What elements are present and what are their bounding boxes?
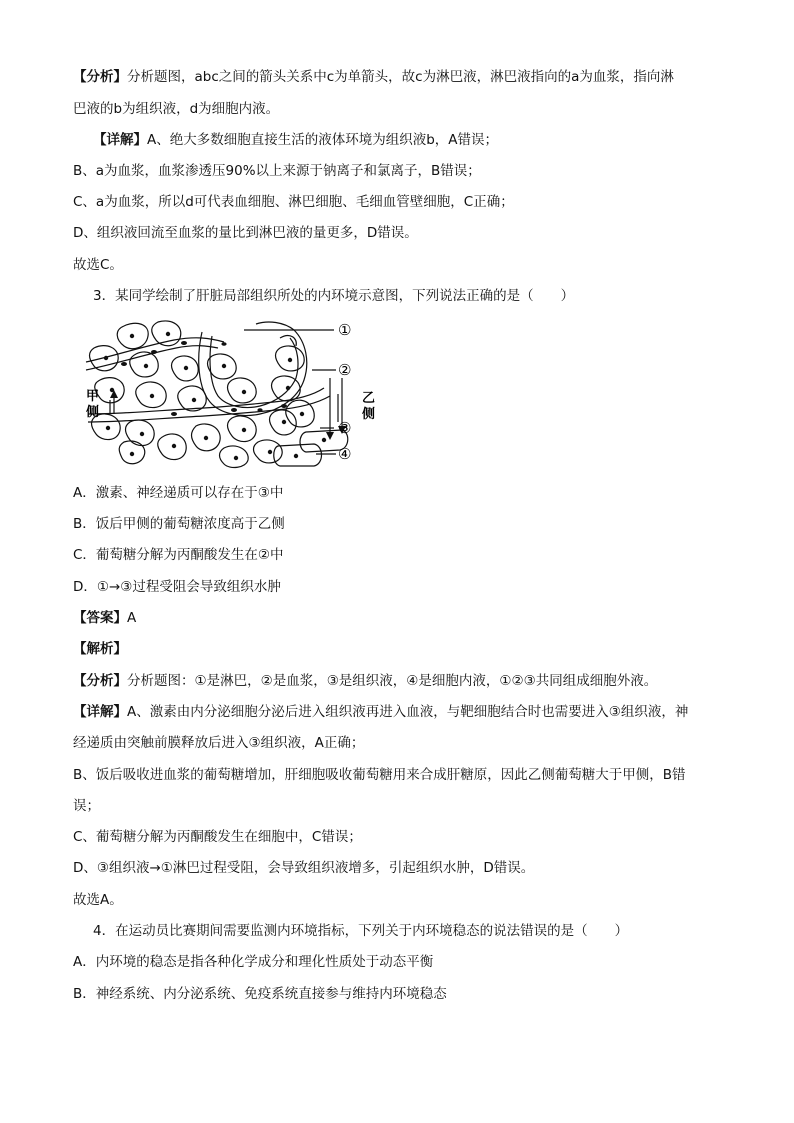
answer-tag: 【答案】 bbox=[73, 610, 127, 626]
section-tag: 【详解】 bbox=[73, 704, 127, 720]
label-yi: 乙 bbox=[362, 391, 376, 406]
option-a: A．激素、神经递质可以存在于③中 bbox=[73, 485, 284, 501]
option-b: B．饭后甲侧的葡萄糖浓度高于乙侧 bbox=[73, 516, 285, 532]
marker-3: ③ bbox=[338, 419, 352, 437]
label-jia: 甲 bbox=[86, 389, 100, 404]
text-line: 故选C。 bbox=[73, 257, 123, 273]
analysis-heading: 【解析】 bbox=[73, 641, 127, 657]
text-line: 【详解】A、激素由内分泌细胞分泌后进入组织液再进入血液，与靶细胞结合时也需要进入③组织液，神 bbox=[73, 704, 689, 720]
text-line: 【分析】分析题图：①是淋巴，②是血浆，③是组织液，④是细胞内液，①②③共同组成细胞外液。 bbox=[73, 673, 658, 689]
text-line: 误； bbox=[73, 798, 100, 814]
text-line: B、饭后吸收进血浆的葡萄糖增加，肝细胞吸收葡萄糖用来合成肝糖原，因此乙侧葡萄糖大于甲侧，B错 bbox=[73, 767, 686, 783]
text-line: D、③组织液→①淋巴过程受阻，会导致组织液增多，引起组织水肿，D错误。 bbox=[73, 860, 535, 876]
q4-option-a: A．内环境的稳态是指各种化学成分和理化性质处于动态平衡 bbox=[73, 954, 434, 970]
option-d: D．①→③过程受阻会导致组织水肿 bbox=[73, 579, 281, 595]
text-line: 故选A。 bbox=[73, 892, 123, 908]
liver-tissue-diagram bbox=[84, 318, 384, 470]
marker-1: ① bbox=[338, 321, 352, 339]
text-line: 【详解】A、绝大多数细胞直接生活的液体环境为组织液b，A错误； bbox=[93, 132, 499, 148]
label-yi-side: 侧 bbox=[362, 407, 376, 422]
section-tag: 【分析】 bbox=[73, 69, 127, 85]
question-3-stem: 3．某同学绘制了肝脏局部组织所处的内环境示意图，下列说法正确的是（ ） bbox=[93, 288, 575, 304]
q4-option-b: B．神经系统、内分泌系统、免疫系统直接参与维持内环境稳态 bbox=[73, 986, 447, 1002]
label-jia-side: 侧 bbox=[86, 405, 100, 420]
section-tag: 【详解】 bbox=[93, 132, 147, 148]
question-4-stem: 4．在运动员比赛期间需要监测内环境指标，下列关于内环境稳态的说法错误的是（ ） bbox=[93, 923, 629, 939]
answer-line bbox=[73, 609, 723, 627]
marker-4: ④ bbox=[338, 445, 352, 463]
marker-2: ② bbox=[338, 361, 352, 379]
text-line: D、组织液回流至血浆的量比到淋巴液的量更多，D错误。 bbox=[73, 225, 418, 241]
section-tag: 【分析】 bbox=[73, 673, 127, 689]
option-c: C．葡萄糖分解为丙酮酸发生在②中 bbox=[73, 547, 284, 563]
text-line: 经递质由突触前膜释放后进入③组织液，A正确； bbox=[73, 735, 365, 751]
text-line: B、a为血浆，血浆渗透压90%以上来源于钠离子和氯离子，B错误； bbox=[73, 163, 481, 179]
text-line: C、葡萄糖分解为丙酮酸发生在细胞中，C错误； bbox=[73, 829, 362, 845]
text-line: 【分析】分析题图，abc之间的箭头关系中c为单箭头，故c为淋巴液，淋巴液指向的a为血浆，指向淋 bbox=[73, 69, 674, 85]
answer-value: A bbox=[127, 610, 137, 626]
text-line: 巴液的b为组织液，d为细胞内液。 bbox=[73, 101, 280, 117]
text-line: C、a为血浆，所以d可代表血细胞、淋巴细胞、毛细血管壁细胞，C正确； bbox=[73, 194, 514, 210]
